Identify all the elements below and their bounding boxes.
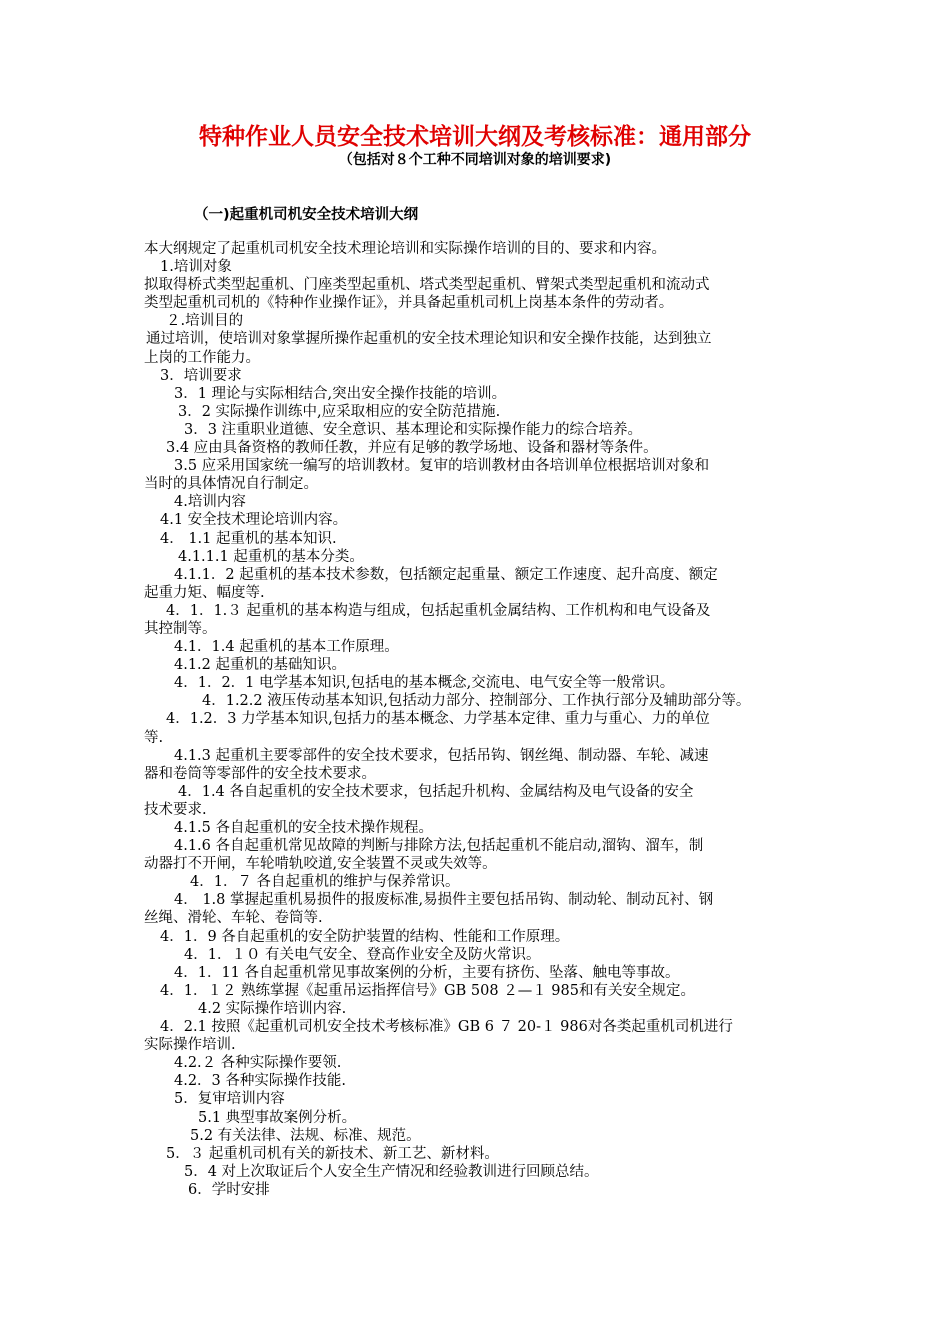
body-line: 3．培训要求 <box>160 367 242 384</box>
body-line: 起重力矩、幅度等. <box>144 584 265 601</box>
body-line: 4．2.1 按照《起重机司机安全技术考核标准》GB 6 ７ 20-１ 986对各类起重机司机进行 <box>160 1019 733 1036</box>
body-line: 4.1 安全技术理论培训内容。 <box>160 512 348 529</box>
body-line: 4．1．11 各自起重机常见事故案例的分析，主要有挤伤、坠落、触电等事故。 <box>174 964 680 981</box>
body-line: 3．1 理论与实际相结合,突出安全操作技能的培训。 <box>174 385 507 402</box>
body-line: 5.1 典型事故案例分析。 <box>198 1109 357 1126</box>
body-line: 4.1.1．2 起重机的基本技术参数，包括额定起重量、额定工作速度、起升高度、额定 <box>174 566 718 583</box>
body-line: 4．1．9 各自起重机的安全防护装置的结构、性能和工作原理。 <box>160 928 570 945</box>
section-heading: （一)起重机司机安全技术培训大纲 <box>194 207 419 223</box>
body-line: 3.5 应采用国家统一编写的培训教材。复审的培训教材由各培训单位根据培训对象和 <box>174 458 710 475</box>
body-line: 4．1.4 各自起重机的安全技术要求，包括起升机构、金属结构及电气设备的安全 <box>178 783 694 800</box>
body-line: 技术要求. <box>144 801 207 818</box>
body-line: 其控制等。 <box>144 620 217 637</box>
body-line: 本大纲规定了起重机司机安全技术理论培训和实际操作培训的目的、要求和内容。 <box>144 241 666 257</box>
body-line: 4.1.6 各自起重机常见故障的判断与排除方法,包括起重机不能启动,溜钩、溜车，制 <box>174 838 704 855</box>
body-line: 4．1.2.2 液压传动基本知识,包括动力部分、控制部分、工作执行部分及辅助部分等。 <box>202 693 751 710</box>
document-subtitle: （包括对８个工种不同培训对象的培训要求) <box>338 152 612 168</box>
body-line: 4．1．2．1 电学基本知识,包括电的基本概念,交流电、电气安全等一般常识。 <box>174 675 675 692</box>
body-line: 器和卷筒等零部件的安全技术要求。 <box>144 765 376 782</box>
document-body <box>144 240 808 1199</box>
body-line: 实际操作培训. <box>144 1037 236 1054</box>
body-line: 3．3 注重职业道德、安全意识、基本理论和实际操作能力的综合培养。 <box>184 421 643 438</box>
body-line: 4． 1.8 掌握起重机易损件的报废标准,易损件主要包括吊钩、制动轮、制动瓦衬、钢 <box>174 892 714 909</box>
body-line: 拟取得桥式类型起重机、门座类型起重机、塔式类型起重机、臂架式类型起重机和流动式 <box>144 277 710 294</box>
body-line: 4．1．1.３ 起重机的基本构造与组成，包括起重机金属结构、工作机构和电气设备及 <box>166 602 711 619</box>
body-line: 4.培训内容 <box>174 494 246 511</box>
body-line: 4． 1.1 起重机的基本知识. <box>160 530 337 547</box>
body-line: 6．学时安排 <box>188 1181 270 1198</box>
body-line: 4.1.5 各自起重机的安全技术操作规程。 <box>174 820 434 836</box>
body-line: 4.2 实际操作培训内容. <box>198 1000 347 1017</box>
body-line: 丝绳、滑轮、车轮、卷筒等. <box>144 910 323 927</box>
body-line: 4.1.2 起重机的基础知识。 <box>174 657 347 674</box>
body-line: 1.培训对象 <box>160 259 232 276</box>
body-line: 当时的具体情况自行制定。 <box>144 476 318 493</box>
body-line: ２.培训目的 <box>166 313 244 330</box>
body-line: 5.2 有关法律、法规、标准、规范。 <box>190 1127 421 1144</box>
body-line: 类型起重机司机的《特种作业操作证》，并具备起重机司机上岗基本条件的劳动者。 <box>144 295 674 312</box>
body-line: 等. <box>144 729 164 746</box>
body-line: 4.2．3 各种实际操作技能. <box>174 1073 347 1090</box>
body-line: 5．３ 起重机司机有关的新技术、新工艺、新材料。 <box>166 1145 499 1162</box>
body-line: 4．1．１０ 有关电气安全、登高作业安全及防火常识。 <box>184 946 541 963</box>
body-line: 3.4 应由具备资格的教师任教，并应有足够的教学场地、设备和器材等条件。 <box>166 440 658 457</box>
body-line: 4.1.3 起重机主要零部件的安全技术要求，包括吊钩、钢丝绳、制动器、车轮、减速 <box>174 747 709 764</box>
body-line: 上岗的工作能力。 <box>144 349 260 366</box>
body-line: 4．1．１２ 熟练掌握《起重吊运指挥信号》GB 508 ２—１ 985和有关安全规定。 <box>160 982 695 999</box>
body-line: 4.2.２ 各种实际操作要领. <box>174 1055 342 1072</box>
body-line: 3．2 实际操作训练中,应采取相应的安全防范措施. <box>178 403 501 420</box>
body-line: 4.1.1.1 起重机的基本分类。 <box>178 548 364 565</box>
body-line: 4.1．1.4 起重机的基本工作原理。 <box>174 639 399 656</box>
body-line: 5．复审培训内容 <box>174 1091 285 1108</box>
document-title: 特种作业人员安全技术培训大纲及考核标准：通用部分 <box>199 124 751 150</box>
body-line: 4．1．７ 各自起重机的维护与保养常识。 <box>190 874 460 891</box>
body-line: 5．4 对上次取证后个人安全生产情况和经验教训进行回顾总结。 <box>184 1163 599 1180</box>
body-line: 4．1.2．3 力学基本知识,包括力的基本概念、力学基本定律、重力与重心、力的单位 <box>166 711 710 728</box>
body-line: 动器打不开闸，车轮啃轨咬道,安全装置不灵或失效等。 <box>144 856 497 873</box>
body-line: 通过培训，使培训对象掌握所操作起重机的安全技术理论知识和安全操作技能，达到独立 <box>146 331 712 348</box>
